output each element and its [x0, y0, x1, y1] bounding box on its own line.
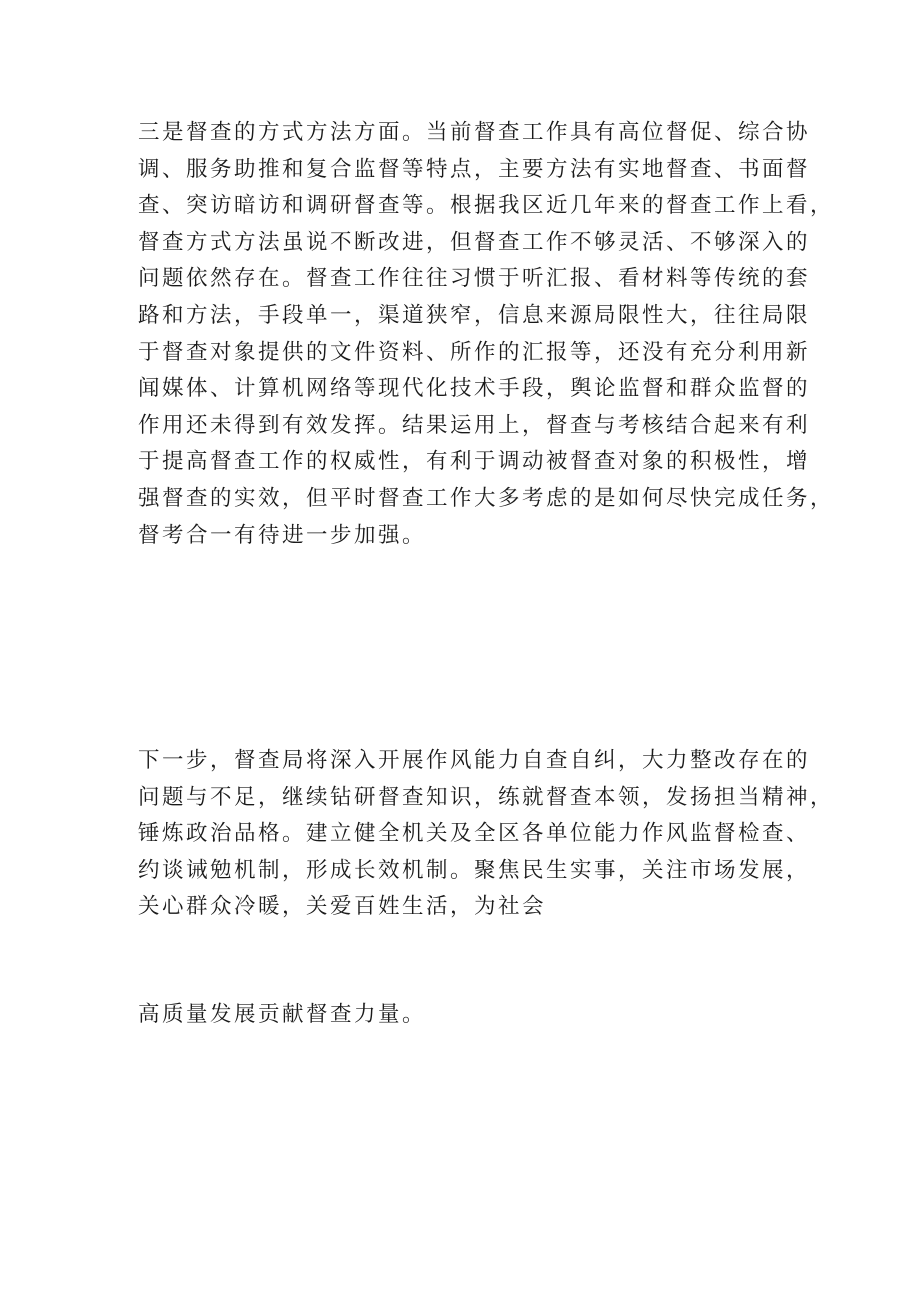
paragraph-next-steps [138, 743, 834, 926]
text-line: 强督查的实效，但平时督查工作大多考虑的是如何尽快完成任务， [138, 485, 835, 511]
paragraph-supervision-methods [138, 115, 834, 554]
text-line: 路和方法，手段单一，渠道狭窄，信息来源局限性大，往往局限 [138, 302, 811, 328]
text-line: 督考合一有待进一步加强。 [138, 522, 427, 548]
text-line: 关心群众冷暖，关爱百姓生活，为社会 [138, 894, 547, 920]
text-line: 闻媒体、计算机网络等现代化技术手段，舆论监督和群众监督的 [138, 376, 811, 402]
text-line: 调、服务助推和复合监督等特点，主要方法有实地督查、书面督 [138, 156, 811, 182]
text-line: 锤炼政治品格。建立健全机关及全区各单位能力作风监督检查、 [138, 821, 811, 847]
text-line: 高质量发展贡献督查力量。 [138, 1002, 427, 1027]
text-line: 于督查对象提供的文件资料、所作的汇报等，还没有充分利用新 [138, 339, 811, 365]
text-line: 问题依然存在。督查工作往往习惯于听汇报、看材料等传统的套 [138, 266, 811, 292]
text-line: 查、突访暗访和调研督查等。根据我区近几年来的督查工作上看， [138, 193, 835, 219]
text-line: 三是督查的方式方法方面。当前督查工作具有高位督促、综合协 [138, 120, 811, 145]
text-line: 下一步，督查局将深入开展作风能力自查自纠，大力整改存在的 [138, 748, 811, 773]
text-line: 问题与不足，继续钻研督查知识，练就督查本领，发扬担当精神， [138, 784, 835, 810]
text-line: 于提高督查工作的权威性，有利于调动被督查对象的积极性，增 [138, 449, 811, 475]
paragraph-closing [138, 997, 426, 1034]
text-line: 作用还未得到有效发挥。结果运用上，督查与考核结合起来有利 [138, 412, 811, 438]
text-line: 督查方式方法虽说不断改进，但督查工作不够灵活、不够深入的 [138, 229, 811, 255]
text-line: 约谈诫勉机制，形成长效机制。聚焦民生实事，关注市场发展， [138, 857, 811, 883]
